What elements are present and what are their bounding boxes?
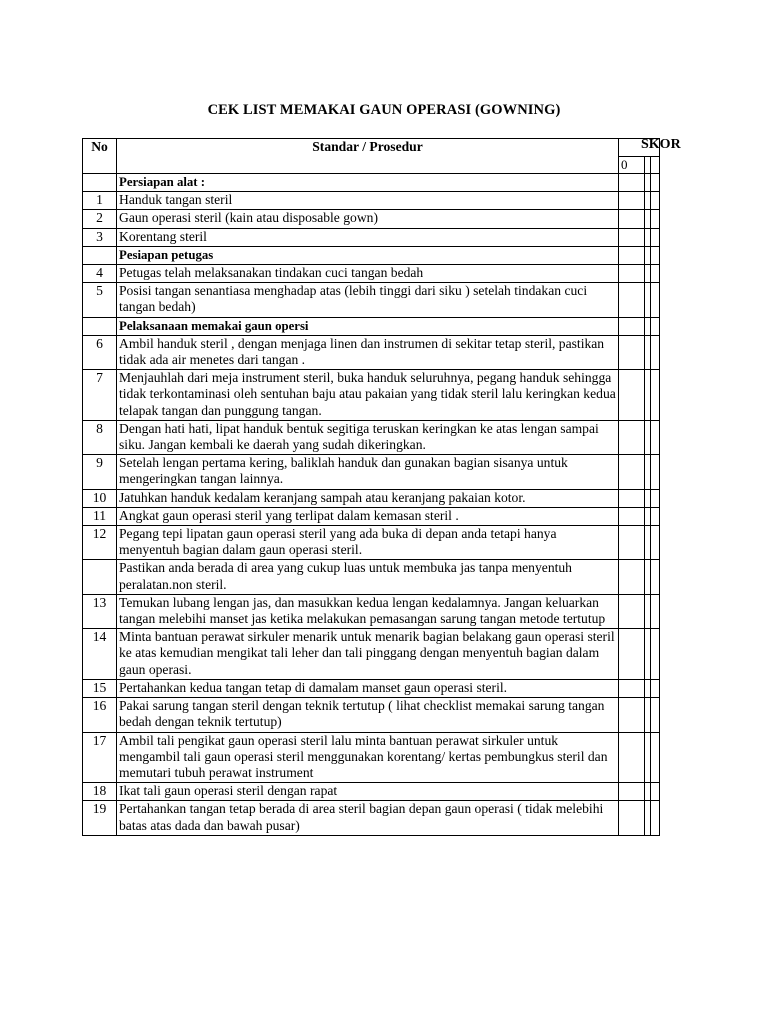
procedure-text: Pakai sarung tangan steril dengan teknik tertutup ( lihat checklist memakai sarung tangan bedah dengan teknik tertutup) bbox=[117, 698, 619, 732]
row-number bbox=[83, 560, 117, 594]
table-row bbox=[83, 594, 660, 628]
table-row bbox=[83, 335, 660, 369]
row-number: 17 bbox=[83, 732, 117, 783]
score-cell-0[interactable] bbox=[619, 283, 645, 317]
row-number: 16 bbox=[83, 698, 117, 732]
score-cell-2[interactable] bbox=[651, 192, 660, 210]
score-cell-0[interactable] bbox=[619, 698, 645, 732]
procedure-text: Ambil handuk steril , dengan menjaga linen dan instrumen di sekitar tetap steril, pastikan tidak ada air menetes dari tangan . bbox=[117, 335, 619, 369]
table-row bbox=[83, 489, 660, 507]
score-cell-0[interactable] bbox=[619, 210, 645, 228]
row-number: 6 bbox=[83, 335, 117, 369]
procedure-text: Dengan hati hati, lipat handuk bentuk segitiga teruskan keringkan ke atas lengan sampai siku. Jangan kembali ke daerah yang sudah dikeringkan. bbox=[117, 420, 619, 454]
table-row bbox=[83, 679, 660, 697]
score-cell-2[interactable] bbox=[651, 174, 660, 192]
section-row bbox=[83, 174, 660, 192]
score-cell-0[interactable] bbox=[619, 594, 645, 628]
score-cell-0[interactable] bbox=[619, 246, 645, 264]
skor-label: SKOR bbox=[641, 137, 681, 152]
procedure-text: Minta bantuan perawat sirkuler menarik untuk menarik bagian belakang gaun operasi steril ke atas kemudian mengikat tali leher dan tali pinggang dengan menyentuh bagian dalam gaun operasi. bbox=[117, 629, 619, 680]
table-row bbox=[83, 629, 660, 680]
score-cell-2[interactable] bbox=[651, 594, 660, 628]
section-heading: Pesiapan petugas bbox=[117, 246, 619, 264]
header-skor-0: 0 bbox=[619, 157, 645, 174]
procedure-text: Pastikan anda berada di area yang cukup luas untuk membuka jas tanpa menyentuh peralatan.non steril. bbox=[117, 560, 619, 594]
header-no: No bbox=[83, 139, 117, 174]
table-row bbox=[83, 228, 660, 246]
checklist-table bbox=[82, 138, 660, 836]
score-cell-0[interactable] bbox=[619, 732, 645, 783]
score-cell-2[interactable] bbox=[651, 317, 660, 335]
procedure-text: Posisi tangan senantiasa menghadap atas (lebih tinggi dari siku ) setelah tindakan cuci tangan bedah) bbox=[117, 283, 619, 317]
procedure-text: Ikat tali gaun operasi steril dengan rapat bbox=[117, 783, 619, 801]
row-number bbox=[83, 317, 117, 335]
procedure-text: Gaun operasi steril (kain atau disposable gown) bbox=[117, 210, 619, 228]
procedure-text: Ambil tali pengikat gaun operasi steril lalu minta bantuan perawat sirkuler untuk mengambil tali gaun operasi steril menggunakan korentang/ kertas pembungkus steril dan memutari tubuh perawat instrument bbox=[117, 732, 619, 783]
row-number: 18 bbox=[83, 783, 117, 801]
score-cell-0[interactable] bbox=[619, 783, 645, 801]
score-cell-2[interactable] bbox=[651, 283, 660, 317]
procedure-text: Korentang steril bbox=[117, 228, 619, 246]
score-cell-2[interactable] bbox=[651, 420, 660, 454]
score-cell-0[interactable] bbox=[619, 801, 645, 835]
row-number: 3 bbox=[83, 228, 117, 246]
row-number bbox=[83, 174, 117, 192]
score-cell-2[interactable] bbox=[651, 801, 660, 835]
header-skor-2 bbox=[651, 157, 660, 174]
header-row bbox=[83, 139, 660, 157]
score-cell-2[interactable] bbox=[651, 228, 660, 246]
score-cell-2[interactable] bbox=[651, 246, 660, 264]
row-number: 15 bbox=[83, 679, 117, 697]
table-row bbox=[83, 192, 660, 210]
procedure-text: Setelah lengan pertama kering, baliklah handuk dan gunakan bagian sisanya untuk mengeringkan tangan lainnya. bbox=[117, 455, 619, 489]
row-number: 7 bbox=[83, 370, 117, 421]
score-cell-2[interactable] bbox=[651, 370, 660, 421]
procedure-text: Jatuhkan handuk kedalam keranjang sampah atau keranjang pakaian kotor. bbox=[117, 489, 619, 507]
row-number: 11 bbox=[83, 507, 117, 525]
document-title: CEK LIST MEMAKAI GAUN OPERASI (GOWNING) bbox=[207, 102, 561, 118]
score-cell-2[interactable] bbox=[651, 560, 660, 594]
row-number: 14 bbox=[83, 629, 117, 680]
procedure-text: Temukan lubang lengan jas, dan masukkan kedua lengan kedalamnya. Jangan keluarkan tangan melebihi manset jas ketika melakukan pemasangan sarung tangan metode tertutup bbox=[117, 594, 619, 628]
row-number: 19 bbox=[83, 801, 117, 835]
score-cell-2[interactable] bbox=[651, 489, 660, 507]
score-cell-0[interactable] bbox=[619, 228, 645, 246]
section-row bbox=[83, 317, 660, 335]
row-number: 8 bbox=[83, 420, 117, 454]
procedure-text: Pegang tepi lipatan gaun operasi steril yang ada buka di depan anda tetapi hanya menyentuh bagian dalam gaun operasi steril. bbox=[117, 526, 619, 560]
header-skor-cell bbox=[619, 139, 660, 157]
row-number bbox=[83, 246, 117, 264]
procedure-text: Pertahankan kedua tangan tetap di damalam manset gaun operasi steril. bbox=[117, 679, 619, 697]
row-number: 9 bbox=[83, 455, 117, 489]
score-cell-0[interactable] bbox=[619, 679, 645, 697]
table-row bbox=[83, 560, 660, 594]
score-cell-0[interactable] bbox=[619, 265, 645, 283]
score-cell-0[interactable] bbox=[619, 317, 645, 335]
score-cell-0[interactable] bbox=[619, 629, 645, 680]
score-cell-2[interactable] bbox=[651, 526, 660, 560]
procedure-text: Menjauhlah dari meja instrument steril, buka handuk seluruhnya, pegang handuk sehingga tidak terkontaminasi oleh sentuhan baju atau pakaian yang tidak steril lalu keringkan kedua telapak tangan dan punggung tangan. bbox=[117, 370, 619, 421]
score-cell-0[interactable] bbox=[619, 192, 645, 210]
section-heading: Persiapan alat : bbox=[117, 174, 619, 192]
score-cell-2[interactable] bbox=[651, 507, 660, 525]
procedure-text: Handuk tangan steril bbox=[117, 192, 619, 210]
table-row bbox=[83, 732, 660, 783]
procedure-text: Angkat gaun operasi steril yang terlipat dalam kemasan steril . bbox=[117, 507, 619, 525]
score-cell-2[interactable] bbox=[651, 698, 660, 732]
checklist-body bbox=[83, 174, 660, 836]
procedure-text: Petugas telah melaksanakan tindakan cuci tangan bedah bbox=[117, 265, 619, 283]
table-row bbox=[83, 698, 660, 732]
score-cell-0[interactable] bbox=[619, 420, 645, 454]
table-row bbox=[83, 455, 660, 489]
score-cell-0[interactable] bbox=[619, 370, 645, 421]
score-cell-2[interactable] bbox=[651, 265, 660, 283]
score-cell-0[interactable] bbox=[619, 489, 645, 507]
table-row bbox=[83, 783, 660, 801]
score-cell-0[interactable] bbox=[619, 526, 645, 560]
score-cell-2[interactable] bbox=[651, 455, 660, 489]
score-cell-0[interactable] bbox=[619, 507, 645, 525]
table-row bbox=[83, 210, 660, 228]
score-cell-0[interactable] bbox=[619, 174, 645, 192]
procedure-text: Pertahankan tangan tetap berada di area steril bagian depan gaun operasi ( tidak melebihi batas atas dada dan bawah pusar) bbox=[117, 801, 619, 835]
score-cell-2[interactable] bbox=[651, 783, 660, 801]
table-row bbox=[83, 801, 660, 835]
section-row bbox=[83, 246, 660, 264]
score-cell-0[interactable] bbox=[619, 560, 645, 594]
table-row bbox=[83, 265, 660, 283]
table-row bbox=[83, 370, 660, 421]
header-standar: Standar / Prosedur bbox=[117, 139, 619, 174]
score-cell-2[interactable] bbox=[651, 335, 660, 369]
score-cell-0[interactable] bbox=[619, 335, 645, 369]
row-number: 2 bbox=[83, 210, 117, 228]
score-cell-2[interactable] bbox=[651, 210, 660, 228]
row-number: 1 bbox=[83, 192, 117, 210]
table-row bbox=[83, 283, 660, 317]
score-cell-2[interactable] bbox=[651, 732, 660, 783]
score-cell-2[interactable] bbox=[651, 679, 660, 697]
row-number: 5 bbox=[83, 283, 117, 317]
table-row bbox=[83, 507, 660, 525]
row-number: 12 bbox=[83, 526, 117, 560]
score-cell-2[interactable] bbox=[651, 629, 660, 680]
row-number: 10 bbox=[83, 489, 117, 507]
table-row bbox=[83, 526, 660, 560]
section-heading: Pelaksanaan memakai gaun opersi bbox=[117, 317, 619, 335]
row-number: 13 bbox=[83, 594, 117, 628]
row-number: 4 bbox=[83, 265, 117, 283]
score-cell-0[interactable] bbox=[619, 455, 645, 489]
table-row bbox=[83, 420, 660, 454]
